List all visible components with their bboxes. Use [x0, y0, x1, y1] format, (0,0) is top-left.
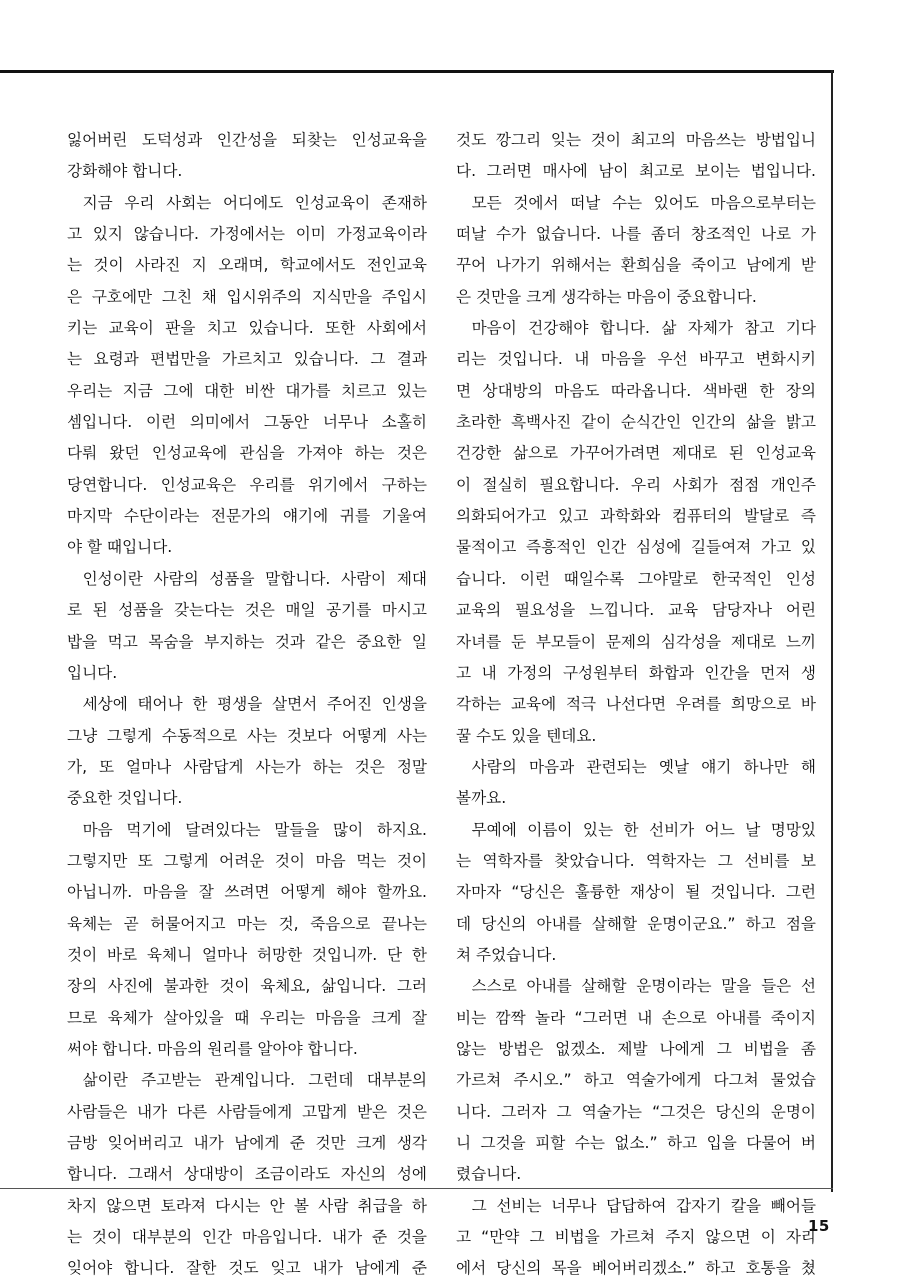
left-text-column — [67, 125, 427, 1285]
text-line: 니 그것을 피할 수는 없소.” 하고 입을 다물어 버 — [456, 1134, 816, 1152]
text-line: 우리는 지금 그에 대한 비싼 대가를 치르고 있는 — [67, 381, 427, 400]
text-line: 육체는 곧 허물어지고 마는 것, 죽음으로 끝나는 — [67, 914, 427, 933]
text-line: 것도 깡그리 잊는 것이 최고의 마음쓰는 방법입니 — [456, 131, 816, 149]
text-line: 쳐 주었습니다. — [456, 945, 557, 964]
text-line: 삶이란 주고받는 관계입니다. 그런데 대부분의 — [82, 1071, 427, 1090]
text-line: 세상에 태어나 한 평생을 살면서 주어진 인생을 — [82, 695, 427, 714]
text-line: 야 할 때입니다. — [67, 538, 173, 557]
text-line: 비는 깜짝 놀라 “그러면 내 손으로 아내를 죽이지 — [456, 1008, 816, 1027]
text-line: 마음이 건강해야 합니다. 삶 자체가 참고 기다 — [471, 319, 816, 338]
text-line: 잊어야 합니다. 잘한 것도 잊고 내가 남에게 준 — [67, 1259, 427, 1278]
text-line: 꿀 수도 있을 텐데요. — [456, 726, 597, 745]
text-line: 고 내 가정의 구성원부터 화합과 인간을 먼저 생 — [456, 663, 816, 682]
text-line: 의화되어가고 있고 과학화와 컴퓨터의 발달로 즉 — [456, 507, 816, 526]
text-line: 그 선비는 너무나 답답하여 갑자기 칼을 빼어들 — [471, 1196, 816, 1215]
text-line: 마음 먹기에 달려있다는 말들을 많이 하지요. — [82, 820, 427, 839]
text-line: 고 “만약 그 비법을 가르쳐 주지 않으면 이 자리 — [456, 1228, 816, 1247]
text-line: 꾸어 나가기 위해서는 환희심을 죽이고 남에게 받 — [456, 256, 816, 275]
text-line: 인성이란 사람의 성품을 말합니다. 사람이 제대 — [82, 569, 427, 588]
text-line: 금방 잊어버리고 내가 남에게 준 것만 크게 생각 — [67, 1134, 427, 1152]
text-line: 는 역학자를 찾았습니다. 역학자는 그 선비를 보 — [456, 851, 816, 870]
text-line: 는 것이 사라진 지 오래며, 학교에서도 전인교육 — [67, 256, 427, 275]
text-line: 가, 또 얼마나 사람답게 사는가 하는 것은 정말 — [67, 757, 427, 776]
text-line: 면 상대방의 마음도 따라옵니다. 색바랜 한 장의 — [456, 381, 816, 400]
text-line: 것이 바로 육체니 얼마나 허망한 것입니까. 단 한 — [67, 945, 427, 964]
text-line: 써야 합니다. 마음의 원리를 알아야 합니다. — [67, 1039, 358, 1058]
text-line: 교육의 필요성을 느낍니다. 교육 담당자나 어린 — [456, 601, 816, 620]
text-line: 볼까요. — [456, 789, 507, 808]
text-line: 각하는 교육에 적극 나선다면 우려를 희망으로 바 — [456, 695, 816, 714]
text-line: 모든 것에서 떠날 수는 있어도 마음으로부터는 — [471, 193, 816, 212]
text-line: 은 것만을 크게 생각하는 마음이 중요합니다. — [456, 287, 757, 306]
text-line: 다. 그러면 매사에 남이 최고로 보이는 법입니다. — [456, 162, 816, 181]
text-line: 당연합니다. 인성교육은 우리를 위기에서 구하는 — [67, 475, 427, 494]
text-line: 초라한 흑백사진 같이 순식간인 인간의 삶을 밝고 — [456, 413, 816, 432]
text-line: 그냥 그렇게 수동적으로 사는 것보다 어떻게 사는 — [67, 726, 427, 745]
text-line: 습니다. 이런 때일수록 그야말로 한국적인 인성 — [456, 569, 816, 588]
text-line: 는 요령과 편법만을 가르치고 있습니다. 그 결과 — [67, 350, 427, 369]
text-line: 렸습니다. — [456, 1165, 522, 1184]
text-line: 스스로 아내를 살해할 운명이라는 말을 들은 선 — [471, 977, 816, 996]
text-line: 사람의 마음과 관련되는 옛날 얘기 하나만 해 — [471, 757, 816, 776]
text-line: 니다. 그러자 그 역술가는 “그것은 당신의 운명이 — [456, 1102, 816, 1121]
text-line: 는 것이 대부분의 인간 마음입니다. 내가 준 것을 — [67, 1228, 427, 1247]
text-line: 자마자 “당신은 훌륭한 재상이 될 것입니다. 그런 — [456, 883, 816, 902]
text-line: 지금 우리 사회는 어디에도 인성교육이 존재하 — [82, 193, 427, 212]
text-line: 떠날 수가 없습니다. 나를 좀더 창조적인 나로 가 — [456, 225, 816, 244]
text-line: 가르쳐 주시오.” 하고 역술가에게 다그쳐 물었습 — [456, 1071, 816, 1090]
text-line: 사람들은 내가 다른 사람들에게 고맙게 받은 것은 — [67, 1102, 427, 1121]
text-line: 않는 방법은 없겠소. 제발 나에게 그 비법을 좀 — [456, 1039, 816, 1058]
top-rule — [0, 70, 834, 73]
text-line: 이 절실히 필요합니다. 우리 사회가 점점 개인주 — [456, 475, 816, 494]
text-line: 로 된 성품을 갖는다는 것은 매일 공기를 마시고 — [67, 601, 427, 620]
text-line: 밥을 먹고 목숨을 부지하는 것과 같은 중요한 일 — [67, 632, 427, 651]
text-line: 므로 육체가 살아있을 때 우리는 마음을 크게 잘 — [67, 1008, 427, 1027]
text-line: 입니다. — [67, 663, 118, 682]
text-line: 그렇지만 또 그렇게 어려운 것이 마음 먹는 것이 — [67, 851, 427, 870]
text-line: 리는 것입니다. 내 마음을 우선 바꾸고 변화시키 — [456, 350, 816, 369]
text-line: 합니다. 그래서 상대방이 조금이라도 자신의 성에 — [67, 1165, 427, 1184]
text-line: 무예에 이름이 있는 한 선비가 어느 날 명망있 — [471, 820, 816, 839]
text-line: 에서 당신의 목을 베어버리겠소.” 하고 호통을 쳤 — [456, 1259, 816, 1278]
right-text-column — [456, 125, 816, 1285]
text-line: 다뤄 왔던 인성교육에 관심을 가져야 하는 것은 — [67, 444, 427, 463]
text-line: 마지막 수단이라는 전문가의 얘기에 귀를 기울여 — [67, 507, 427, 526]
text-line: 아닙니까. 마음을 잘 쓰려면 어떻게 해야 할까요. — [67, 883, 427, 902]
text-line: 은 구호에만 그친 채 입시위주의 지식만을 주입시 — [67, 287, 427, 306]
text-line: 고 있지 않습니다. 가정에서는 이미 가정교육이라 — [67, 225, 427, 244]
page-number: 15 — [808, 1217, 830, 1235]
text-line: 자녀를 둔 부모들이 문제의 심각성을 제대로 느끼 — [456, 632, 816, 651]
text-line: 건강한 삶으로 가꾸어가려면 제대로 된 인성교육 — [456, 444, 816, 463]
text-line: 차지 않으면 토라져 다시는 안 볼 사람 취급을 하 — [67, 1196, 427, 1215]
text-line: 장의 사진에 불과한 것이 육체요, 삶입니다. 그러 — [67, 977, 427, 996]
text-line: 물적이고 즉흥적인 인간 심성에 길들여져 가고 있 — [456, 538, 816, 557]
text-line: 잃어버린 도덕성과 인간성을 되찾는 인성교육을 — [67, 131, 427, 149]
text-line: 셈입니다. 이런 의미에서 그동안 너무나 소홀히 — [67, 413, 427, 432]
text-line: 데 당신의 아내를 살해할 운명이군요.” 하고 점을 — [456, 914, 816, 933]
text-line: 키는 교육이 판을 치고 있습니다. 또한 사회에서 — [67, 319, 427, 338]
right-rule — [831, 70, 833, 1192]
text-line: 강화해야 합니다. — [67, 162, 183, 181]
text-line: 중요한 것입니다. — [67, 789, 183, 808]
